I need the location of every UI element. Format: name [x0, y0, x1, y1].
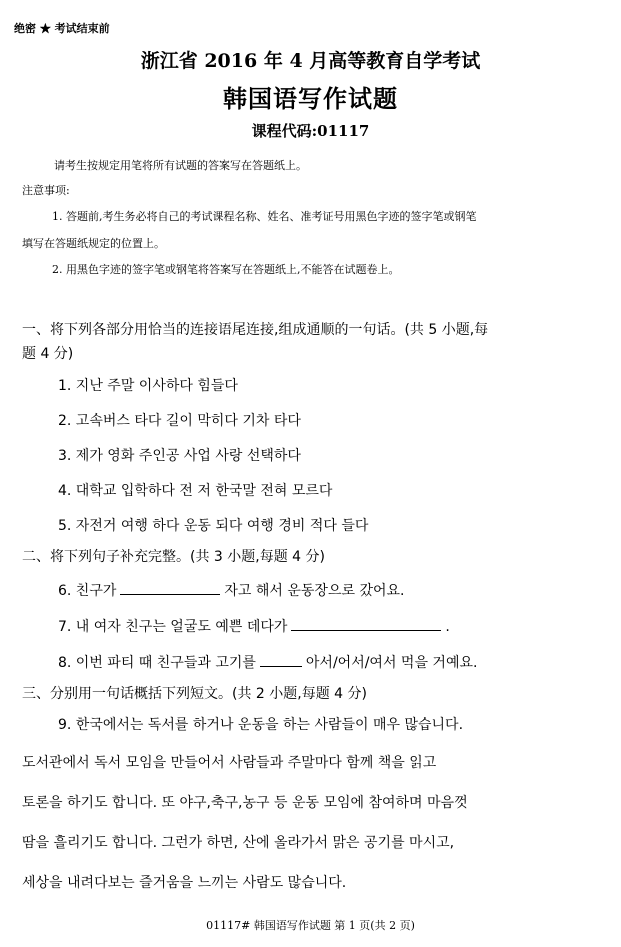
section-1-title-line-2: 题 4 分): [22, 346, 74, 362]
question-4: 4. 대학교 입학하다 전 저 한국말 전혀 모르다: [58, 483, 333, 499]
question-8: [58, 652, 477, 672]
question-2: 2. 고속버스 타다 길이 막히다 기차 타다: [58, 413, 301, 429]
page-footer: 01117# 韩国语写作试题 第 1 页(共 2 页): [206, 919, 415, 932]
exam-title: 浙江省 2016 年 4 月高等教育自学考试: [140, 50, 481, 72]
question-8-suffix: 아서/어서/여서 먹을 거예요.: [305, 655, 478, 671]
section-3-title: 三、分别用一句话概括下列短文。(共 2 小题,每题 4 分): [22, 686, 367, 702]
question-9-line-5: 세상을 내려다보는 즐거움을 느끼는 사람도 많습니다.: [22, 875, 347, 891]
question-7-prefix: 7. 내 여자 친구는 얼굴도 예쁜 데다가: [58, 619, 288, 635]
question-9-line-2: 도서관에서 독서 모임을 만들어서 사람들과 주말마다 함께 책을 읽고: [22, 755, 437, 771]
confidential-label: 绝密 ★ 考试结束前: [14, 22, 110, 35]
question-7-suffix: .: [445, 619, 450, 635]
note-1-line-2: 填写在答题纸规定的位置上。: [22, 237, 165, 250]
instruction-intro: 请考生按规定用笔将所有试题的答案写在答题纸上。: [54, 159, 307, 172]
section-1-title-line-1: 一、将下列各部分用恰当的连接语尾连接,组成通顺的一句话。(共 5 小题,每: [22, 322, 489, 338]
question-3: 3. 제가 영화 주인공 사업 사랑 선택하다: [58, 448, 301, 464]
question-6: [58, 580, 404, 600]
question-7: [58, 616, 450, 636]
question-9-line-4: 땀을 흘리기도 합니다. 그런가 하면, 산에 올라가서 맑은 공기를 마시고,: [22, 835, 455, 851]
question-5: 5. 자전거 여행 하다 운동 되다 여행 경비 적다 들다: [58, 518, 369, 534]
note-1-line-1: 1. 答题前,考生务必将自己的考试课程名称、姓名、准考证号用黑色字迹的签字笔或钢笔: [52, 210, 477, 223]
note-2: 2. 用黑色字迹的签字笔或钢笔将答案写在答题纸上,不能答在试题卷上。: [52, 263, 400, 276]
question-9-line-1: 9. 한국에서는 독서를 하거나 운동을 하는 사람들이 매우 많습니다.: [58, 717, 464, 733]
question-7-blank: [291, 618, 441, 631]
paper-title: 韩国语写作试题: [223, 84, 398, 113]
question-8-prefix: 8. 이번 파티 때 친구들과 고기를: [58, 655, 256, 671]
question-6-prefix: 6. 친구가: [58, 583, 117, 599]
section-2-title: 二、将下列句子补充完整。(共 3 小题,每题 4 分): [22, 549, 325, 565]
question-6-blank: [120, 582, 220, 595]
question-9-line-3: 토론을 하기도 합니다. 또 야구,축구,농구 등 운동 모임에 참여하며 마음껏: [22, 795, 468, 811]
question-6-suffix: 자고 해서 운동장으로 갔어요.: [224, 583, 405, 599]
notes-title: 注意事项:: [22, 184, 70, 197]
question-1: 1. 지난 주말 이사하다 힘들다: [58, 378, 238, 394]
question-8-blank: [260, 654, 302, 667]
course-code: 课程代码:01117: [251, 122, 370, 140]
